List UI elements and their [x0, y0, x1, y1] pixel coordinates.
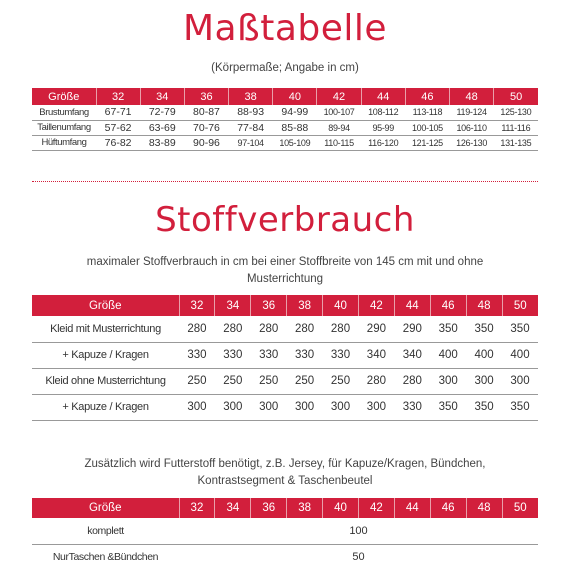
table-row: [32, 368, 538, 394]
table-cell: 400: [430, 342, 466, 368]
table-cell: 330: [251, 342, 287, 368]
table-cell: 106-110: [450, 120, 494, 135]
table-cell: 105-109: [273, 135, 317, 150]
table-row: [32, 394, 538, 420]
size-header-cell: 40: [323, 295, 359, 316]
table-cell: 350: [430, 394, 466, 420]
table-cell: 280: [323, 316, 359, 342]
row-label: + Kapuze / Kragen: [32, 342, 179, 368]
size-header-cell: 34: [140, 88, 184, 105]
table-cell: 95-99: [361, 120, 405, 135]
table-cell: 350: [466, 394, 502, 420]
size-header-cell: 42: [317, 88, 361, 105]
row-label: + Kapuze / Kragen: [32, 394, 179, 420]
table-cell: 300: [502, 368, 538, 394]
table-row: [32, 544, 538, 570]
table-cell: 97-104: [229, 135, 273, 150]
fabric-header-row: [32, 295, 538, 316]
table-cell: 290: [394, 316, 430, 342]
size-header-cell: 38: [287, 295, 323, 316]
row-label: Kleid mit Musterrichtung: [32, 316, 179, 342]
table-cell: 121-125: [405, 135, 449, 150]
size-header-cell: 36: [184, 88, 228, 105]
fabric-usage-table: [32, 295, 538, 421]
size-header-cell: 32: [179, 498, 215, 518]
table-cell: 280: [215, 316, 251, 342]
size-header-cell: 40: [323, 498, 359, 518]
table-row: [32, 120, 538, 135]
table-cell: 350: [502, 394, 538, 420]
table-cell: 100-107: [317, 105, 361, 120]
table-cell: 90-96: [184, 135, 228, 150]
table-cell: 400: [466, 342, 502, 368]
table-cell: 350: [466, 316, 502, 342]
table-cell: 330: [323, 342, 359, 368]
table-cell: 80-87: [184, 105, 228, 120]
table-cell: 50: [179, 544, 538, 570]
size-header-cell: 50: [494, 88, 538, 105]
size-header-cell: 50: [502, 295, 538, 316]
table-cell: 280: [251, 316, 287, 342]
table-cell: 63-69: [140, 120, 184, 135]
lining-fabric-note: Zusätzlich wird Futterstoff benötigt, z.B. Jersey, für Kapuze/Kragen, Bündchen, Kontrastsegment & Taschenbeutel: [84, 458, 486, 487]
table-cell: 330: [179, 342, 215, 368]
table-cell: 111-116: [494, 120, 538, 135]
table-cell: 100: [179, 518, 538, 544]
table-cell: 300: [287, 394, 323, 420]
table-cell: 350: [502, 316, 538, 342]
table-cell: 110-115: [317, 135, 361, 150]
table-cell: 300: [251, 394, 287, 420]
size-header-cell: 32: [179, 295, 215, 316]
table-cell: 350: [430, 316, 466, 342]
size-header-label: Größe: [32, 295, 179, 316]
table-cell: 280: [358, 368, 394, 394]
size-header-cell: 44: [361, 88, 405, 105]
size-header-cell: 32: [96, 88, 140, 105]
table-cell: 250: [251, 368, 287, 394]
size-chart-subtitle: (Körpermaße; Angabe in cm): [211, 62, 359, 74]
table-cell: 67-71: [96, 105, 140, 120]
table-cell: 108-112: [361, 105, 405, 120]
size-header-label: Größe: [32, 498, 179, 518]
fabric-usage-subtitle: maximaler Stoffverbrauch in cm bei einer Stoffbreite von 145 cm mit und ohne Musterrichtung: [86, 256, 484, 285]
size-header-cell: 48: [450, 88, 494, 105]
table-cell: 119-124: [450, 105, 494, 120]
table-row: [32, 342, 538, 368]
size-header-label: Größe: [32, 88, 96, 105]
size-header-cell: 50: [502, 498, 538, 518]
size-header-cell: 48: [466, 295, 502, 316]
size-chart-header-row: [32, 88, 538, 105]
row-label: Brustumfang: [32, 105, 96, 120]
table-row: [32, 316, 538, 342]
row-label: Taillenumfang: [32, 120, 96, 135]
table-cell: 131-135: [494, 135, 538, 150]
size-chart-table: [32, 88, 538, 151]
table-cell: 126-130: [450, 135, 494, 150]
size-header-cell: 34: [215, 295, 251, 316]
table-cell: 250: [179, 368, 215, 394]
fabric-usage-title: Stoffverbrauch: [155, 200, 415, 240]
table-cell: 72-79: [140, 105, 184, 120]
table-cell: 83-89: [140, 135, 184, 150]
size-header-cell: 44: [394, 295, 430, 316]
table-cell: 280: [394, 368, 430, 394]
table-cell: 330: [287, 342, 323, 368]
table-cell: 100-105: [405, 120, 449, 135]
table-cell: 300: [466, 368, 502, 394]
table-cell: 76-82: [96, 135, 140, 150]
table-cell: 250: [215, 368, 251, 394]
lining-header-row: [32, 498, 538, 518]
table-row: [32, 518, 538, 544]
row-label: Hüftumfang: [32, 135, 96, 150]
row-label: komplett: [32, 518, 179, 544]
table-cell: 280: [179, 316, 215, 342]
table-cell: 116-120: [361, 135, 405, 150]
table-cell: 300: [323, 394, 359, 420]
size-chart-title: Maßtabelle: [182, 8, 388, 49]
size-header-cell: 40: [273, 88, 317, 105]
lining-fabric-table: [32, 498, 538, 570]
size-header-cell: 42: [358, 295, 394, 316]
table-cell: 113-118: [405, 105, 449, 120]
row-label: Kleid ohne Musterrichtung: [32, 368, 179, 394]
table-cell: 250: [287, 368, 323, 394]
table-cell: 300: [179, 394, 215, 420]
table-cell: 300: [215, 394, 251, 420]
size-header-cell: 48: [466, 498, 502, 518]
table-cell: 290: [358, 316, 394, 342]
size-header-cell: 34: [215, 498, 251, 518]
table-cell: 125-130: [494, 105, 538, 120]
table-cell: 57-62: [96, 120, 140, 135]
table-cell: 340: [358, 342, 394, 368]
table-row: [32, 135, 538, 150]
table-cell: 300: [430, 368, 466, 394]
size-header-cell: 38: [287, 498, 323, 518]
table-cell: 70-76: [184, 120, 228, 135]
size-header-cell: 42: [358, 498, 394, 518]
size-header-cell: 46: [430, 295, 466, 316]
table-cell: 400: [502, 342, 538, 368]
size-header-cell: 36: [251, 498, 287, 518]
table-cell: 89-94: [317, 120, 361, 135]
size-header-cell: 36: [251, 295, 287, 316]
table-cell: 85-88: [273, 120, 317, 135]
size-header-cell: 44: [394, 498, 430, 518]
section-divider: [32, 181, 538, 182]
table-cell: 280: [287, 316, 323, 342]
table-cell: 250: [323, 368, 359, 394]
table-row: [32, 105, 538, 120]
table-cell: 77-84: [229, 120, 273, 135]
table-cell: 300: [358, 394, 394, 420]
size-header-cell: 46: [405, 88, 449, 105]
size-header-cell: 38: [229, 88, 273, 105]
table-cell: 330: [215, 342, 251, 368]
table-cell: 340: [394, 342, 430, 368]
row-label: NurTaschen &Bündchen: [32, 544, 179, 570]
size-header-cell: 46: [430, 498, 466, 518]
table-cell: 88-93: [229, 105, 273, 120]
table-cell: 94-99: [273, 105, 317, 120]
table-cell: 330: [394, 394, 430, 420]
